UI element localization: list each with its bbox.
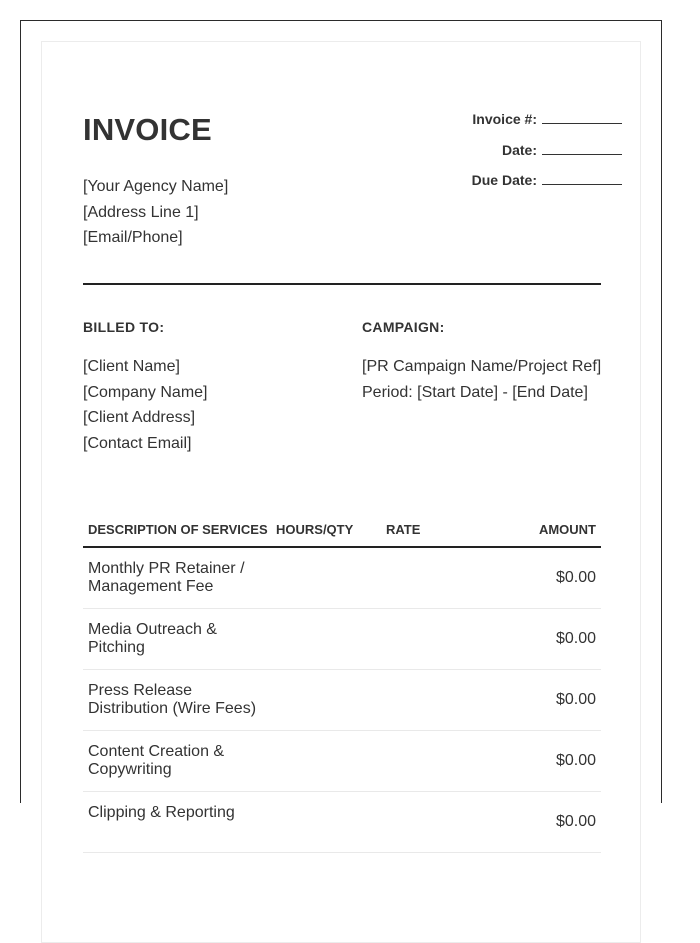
row-description: Press Release Distribution (Wire Fees) [88,682,257,717]
row-amount: $0.00 [555,752,596,769]
agency-contact: [Email/Phone] [83,229,183,246]
row-description: Content Creation & Copywriting [88,743,225,778]
row-amount: $0.00 [555,569,596,586]
table-row [83,731,601,792]
header-divider [83,283,601,285]
invoice-number-blank [542,109,622,124]
invoice-title: INVOICE [83,112,212,147]
campaign-details [362,354,602,405]
company-name: [Company Name] [83,383,208,401]
campaign-period: Period: [Start Date] - [End Date] [362,383,588,401]
invoice-meta [372,109,622,201]
billed-to-details [83,354,208,456]
invoice-number-label: Invoice #: [472,111,537,127]
row-description: Monthly PR Retainer / Management Fee [88,560,245,595]
invoice-page [41,41,641,943]
row-description: Clipping & Reporting [88,804,235,821]
table-row [83,609,601,670]
table-header [83,512,601,548]
document-viewport[interactable] [20,20,662,830]
column-header-rate: RATE [386,521,421,537]
invoice-date-label: Date: [501,141,537,158]
client-name: [Client Name] [83,358,180,375]
invoice-date-blank [542,140,622,155]
agency-name: [Your Agency Name] [83,178,229,195]
due-date-blank [542,170,622,185]
campaign-heading: CAMPAIGN: [362,319,445,335]
row-amount: $0.00 [555,691,596,708]
invoice-date-row [372,140,622,171]
row-amount: $0.00 [555,813,596,830]
contact-email: [Contact Email] [83,434,192,452]
table-row [83,670,601,731]
services-table [83,512,601,853]
agency-info [83,174,228,251]
billed-to-heading: BILLED TO: [83,319,165,335]
agency-address: [Address Line 1] [83,203,199,221]
client-address: [Client Address] [83,409,196,426]
table-row [83,548,601,609]
column-header-amount: AMOUNT [538,521,596,537]
row-amount: $0.00 [555,630,596,647]
column-header-qty: HOURS/QTY [276,521,354,537]
campaign-name: [PR Campaign Name/Project Ref] [362,358,602,375]
row-description: Media Outreach & Pitching [88,621,217,656]
invoice-number-row [372,109,622,140]
table-row [83,792,601,853]
due-date-label: Due Date: [471,172,537,188]
due-date-row [372,170,622,201]
column-header-description: DESCRIPTION OF SERVICES [88,521,268,537]
